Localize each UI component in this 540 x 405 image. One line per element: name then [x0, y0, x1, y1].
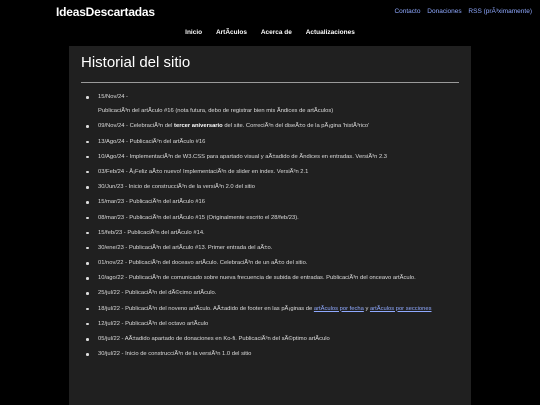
history-entry: 30/ene/23 - PublicaciÃ³n del artÃculo #13. Primer entrada del aÃ±o.	[86, 244, 446, 252]
history-entry: 03/Feb/24 - Â¡Feliz aÃ±o nuevo! ImplementaciÃ³n de slider en index. VersiÃ³n 2.1	[86, 168, 446, 176]
contact-link[interactable]: Contacto	[394, 8, 421, 15]
entry-text: 18/jul/22 - PublicaciÃ³n del noveno artÃculo. AÃ±adido de footer en las pÃ¡ginas de	[98, 305, 314, 312]
history-entry: 12/jul/22 - PublicaciÃ³n del octavo artÃculo	[86, 320, 446, 328]
history-entry: 15/Nov/24 -	[86, 93, 446, 101]
nav-articles[interactable]: ArtÃculos	[215, 29, 247, 36]
nav-updates[interactable]: Actualizaciones	[305, 29, 355, 36]
history-list	[86, 93, 446, 365]
history-entry: 30/Jun/23 - Inicio de construcciÃ³n de la versiÃ³n 2.0 del sitio	[86, 183, 446, 191]
entry-text: 09/Nov/24 - CelebraciÃ³n del	[98, 123, 175, 130]
history-entry: 08/mar/23 - PublicaciÃ³n del artÃculo #15 (Originalmente escrito el 28/feb/23).	[86, 214, 446, 222]
page-title: Historial del sitio	[81, 54, 191, 71]
history-entry	[86, 122, 446, 130]
entry-emphasis: tercer aniversario	[174, 123, 223, 130]
history-entry: 25/jul/22 - PublicaciÃ³n del dÃ©cimo artÃculo.	[86, 289, 446, 297]
nav-about[interactable]: Acerca de	[260, 29, 292, 36]
donations-link[interactable]: Donaciones	[427, 8, 462, 15]
articles-by-date-link[interactable]: artÃculos por fecha	[313, 305, 364, 312]
history-entry: 15/mar/23 - PublicaciÃ³n del artÃculo #16	[86, 198, 446, 206]
main-nav	[0, 20, 540, 46]
history-entry: 05/jul/22 - AÃ±adido apartado de donaciones en Ko-fi. PublicaciÃ³n del sÃ©ptimo artÃculo	[86, 335, 446, 343]
entry-text: del site. CorreciÃ³n del diseÃ±o de la pÃ¡gina 'histÃ³rico'	[222, 123, 370, 130]
history-entry	[86, 305, 446, 313]
history-entry-detail: PublicaciÃ³n del artÃculo #16 (nota futura, debo de registrar bien mis Ãndices de artÃculos)	[98, 108, 334, 115]
top-links	[389, 8, 532, 15]
articles-by-section-link[interactable]: artÃculos por secciones	[369, 305, 432, 312]
site-logo[interactable]: IdeasDescartadas	[56, 5, 155, 19]
history-entry: 10/Ago/24 - ImplementaciÃ³n de W3.CSS para apartado visual y aÃ±adido de Ãndices en entradas. VersiÃ³n 2.3	[86, 153, 446, 161]
title-divider	[81, 82, 459, 83]
entry-text: y	[363, 305, 370, 312]
history-entry: 13/Ago/24 - PublicaciÃ³n del artÃculo #16	[86, 138, 446, 146]
rss-link[interactable]: RSS (prÃ³ximamente)	[468, 8, 532, 15]
history-entry: 30/jul/22 - Inicio de construcciÃ³n de la versiÃ³n 1.0 del sitio	[86, 350, 446, 358]
history-entry: 15/feb/23 - PublicaciÃ³n del artÃculo #14.	[86, 229, 446, 237]
content-panel	[69, 46, 471, 405]
nav-home[interactable]: Inicio	[185, 29, 203, 36]
history-entry: 10/ago/22 - PublicaciÃ³n de comunicado sobre nueva frecuencia de subida de entradas. PublicaciÃ³n del onceavo artÃculo.	[86, 274, 446, 282]
top-bar	[0, 0, 540, 20]
history-entry: 01/nov/22 - PublicaciÃ³n del doceavo artÃculo. CelebraciÃ³n de un aÃ±o del sitio.	[86, 259, 446, 267]
